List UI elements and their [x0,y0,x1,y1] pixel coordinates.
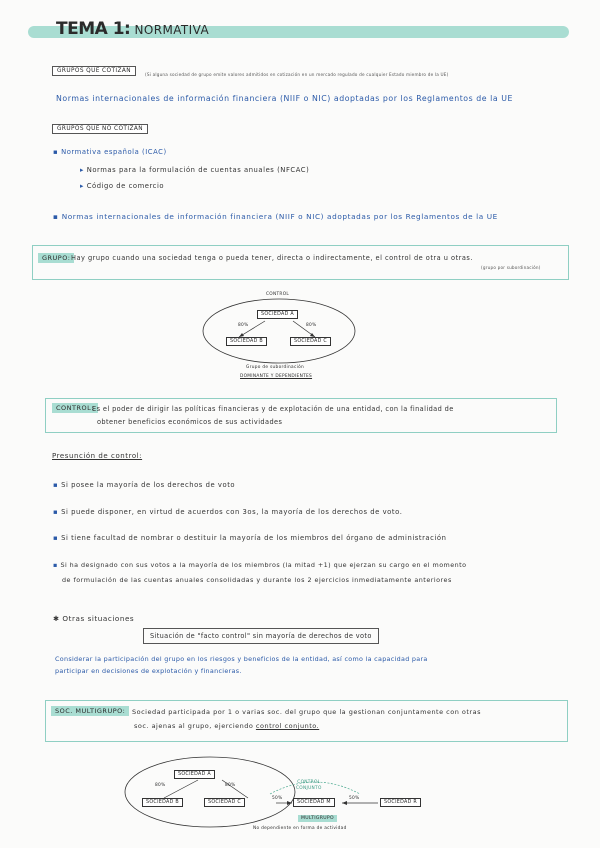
presuncion-item-4: ▪ Si ha designado con sus votos a la mayoría de los miembros (la mitad +1) que ejerzan su cargo en el momento [53,561,467,569]
grupo-tag: GRUPO: [38,253,74,263]
diagram1-sociedad-a: SOCIEDAD A [257,310,298,319]
subordination-diagram [195,290,365,368]
presuncion-item-4-cont: de formulación de las cuentas anuales consolidadas y durante los 2 ejercicios inmediatamente anteriores [62,576,452,584]
joint-control-label: CONTROL CONJUNTO [296,780,322,791]
control-label: CONTROL [266,292,290,297]
title-rest: NORMATIVA [130,23,210,37]
diagram1-pct-left: 80% [238,323,249,328]
multigrupo-line2: soc. ajenas al grupo, ejerciendo control conjunto. [134,722,320,730]
presuncion-item-3: ▪ Si tiene facultad de nombrar o destituir la mayoría de los miembros del órgano de administración [53,534,447,542]
diagram2-pct-right: 80% [225,783,236,788]
diagram2-pct-left: 80% [155,783,166,788]
title-bold: TEMA 1: [56,19,131,39]
diagram2-sociedad-r: SOCIEDAD R [380,798,421,807]
grupo-definition-text: Hay grupo cuando una sociedad tenga o pueda tener, directa o indirectamente, el control de otra u otras. [71,254,473,262]
multigrupo-line1: Sociedad participada por 1 o varias soc. del grupo que la gestionan conjuntamente con otras [132,708,481,716]
diagram2-caption: No dependiente en forma de actividad [253,826,347,831]
grupos-cotizan-text: Normas internacionales de información financiera (NIIF o NIC) adoptadas por los Reglamentos de la UE [56,94,513,103]
multigrupo-tag: SOC. MULTIGRUPO: [51,706,129,716]
diagram2-sociedad-a: SOCIEDAD A [174,770,215,779]
diagram2-pct-cm: 50% [272,796,283,801]
grupo-definition-box [32,245,569,280]
no-cotizan-item-1: ▪ Normativa española (ICAC) [53,148,167,156]
otras-boxed: Situación de "facto control" sin mayoría de derechos de voto [143,628,379,644]
diagram1-caption-2: DOMINANTE Y DEPENDIENTES [240,374,313,379]
diagram1-sociedad-b: SOCIEDAD B [226,337,267,346]
no-cotizan-subitem-1: ▸ Normas para la formulación de cuentas anuales (NFCAC) [80,166,310,174]
diagram1-pct-right: 80% [306,323,317,328]
control-definition-box [45,398,557,433]
diagram1-caption: Grupo de subordinación [246,365,305,370]
presuncion-item-2: ▪ Si puede disponer, en virtud de acuerdos con 3os, la mayoría de los derechos de voto. [53,508,403,516]
control-tag: CONTROL: [52,403,98,413]
otras-line2: participar en decisiones de explotación y financieras. [55,667,242,675]
grupos-cotizan-label: GRUPOS QUE COTIZAN [52,66,136,76]
diagram2-pct-rm: 50% [349,796,360,801]
grupos-no-cotizan-label: GRUPOS QUE NO COTIZAN [52,124,148,134]
no-cotizan-item-2: ▪ Normas internacionales de información financiera (NIIF o NIC) adoptadas por los Reglamentos de la UE [53,212,498,221]
multigrupo-diagram-tag: MULTIGRUPO [298,815,337,822]
grupos-cotizan-note: (Si alguna sociedad de grupo emite valores admitidos en cotización en un mercado regulado de cualquier Estado miembro de la UE) [145,72,449,77]
diagram1-sociedad-c: SOCIEDAD C [290,337,331,346]
presuncion-item-1: ▪ Si posee la mayoría de los derechos de voto [53,481,236,489]
presuncion-title: Presunción de control: [52,452,143,460]
page-title [56,19,209,39]
no-cotizan-subitem-2: ▸ Código de comercio [80,182,165,190]
otras-title: ✱ Otras situaciones [53,614,135,623]
diagram2-sociedad-m: SOCIEDAD M [293,798,335,807]
otras-line1: Considerar la participación del grupo en los riesgos y beneficios de la entidad, así como la capacidad para [55,655,428,663]
control-definition-line2: obtener beneficios económicos de sus actividades [97,418,283,426]
control-definition-line1: Es el poder de dirigir las políticas financieras y de explotación de una entidad, con la finalidad de [92,405,454,413]
grupo-definition-note: (grupo por subordinación) [481,265,541,270]
diagram2-sociedad-c: SOCIEDAD C [204,798,245,807]
diagram2-sociedad-b: SOCIEDAD B [142,798,183,807]
